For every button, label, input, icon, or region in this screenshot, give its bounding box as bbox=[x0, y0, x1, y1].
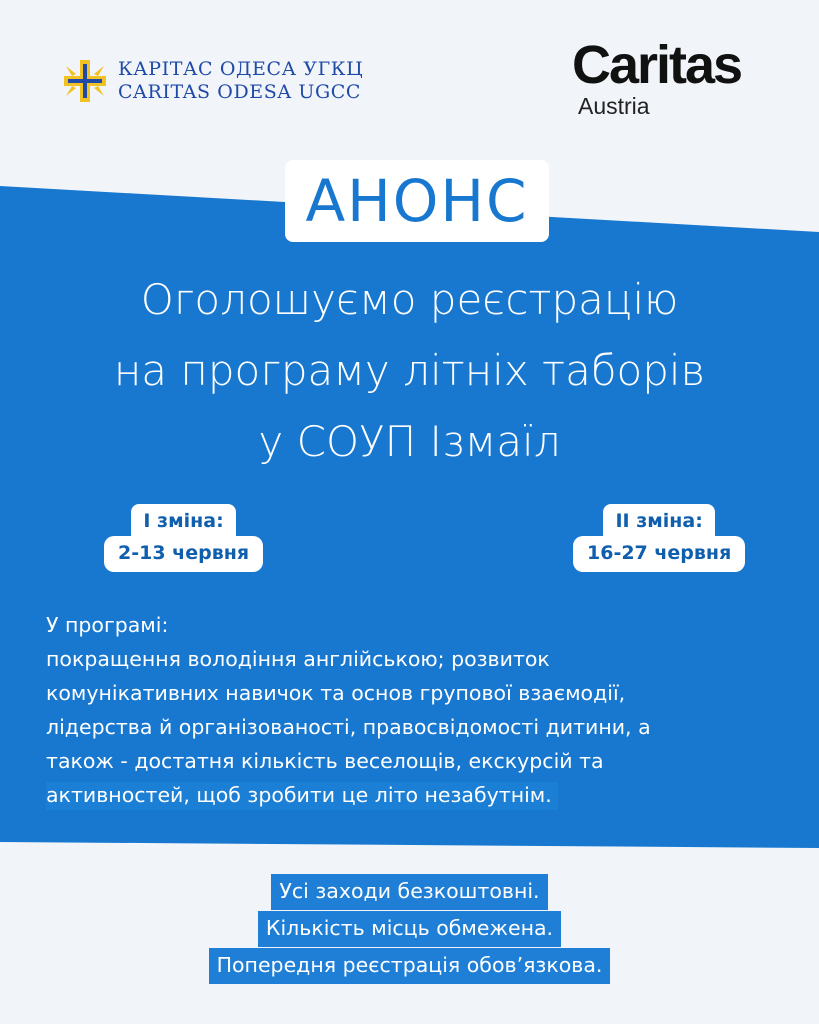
shift-1-dates: 2-13 червня bbox=[104, 536, 263, 572]
program-line: активностей, щоб зробити це літо незабутнім. bbox=[46, 782, 558, 810]
logo-text-latin: CARITAS ODESA UGCC bbox=[118, 81, 362, 103]
shift-1-badge bbox=[104, 504, 263, 572]
headline bbox=[0, 264, 819, 477]
announce-badge: АНОНС bbox=[285, 160, 549, 242]
note-registration-required: Попередня реєстрація обов’язкова. bbox=[209, 948, 611, 984]
note-free: Усі заходи безкоштовні. bbox=[271, 874, 547, 910]
program-line: лідерства й організованості, правосвідомості дитини, а bbox=[46, 715, 651, 739]
program-line: також - достатня кількість веселощів, екскурсій та bbox=[46, 749, 604, 773]
note-limited-places: Кількість місць обмежена. bbox=[258, 911, 561, 947]
shift-2-label: ІІ зміна: bbox=[603, 504, 714, 536]
program-line: комунікативних навичок та основ групової взаємодії, bbox=[46, 681, 626, 705]
headline-line: Оголошуємо реєстрацію bbox=[140, 275, 679, 324]
logo-text-ukrainian: КАРІТАС ОДЕСА УГКЦ bbox=[118, 58, 364, 80]
shift-1-label: І зміна: bbox=[131, 504, 235, 536]
headline-line: на програму літніх таборів bbox=[113, 346, 706, 395]
program-line: покращення володіння англійською; розвиток bbox=[46, 647, 550, 671]
shift-2-badge bbox=[573, 504, 745, 572]
notes-block bbox=[0, 874, 819, 985]
program-description bbox=[46, 608, 786, 812]
caritas-cross-icon bbox=[62, 58, 108, 104]
caritas-odesa-logo bbox=[62, 58, 363, 104]
austria-label: Austria bbox=[578, 93, 650, 119]
shift-2-dates: 16-27 червня bbox=[573, 536, 745, 572]
caritas-wordmark: Caritas bbox=[572, 35, 742, 95]
caritas-austria-logo bbox=[572, 36, 741, 118]
program-heading: У програмі: bbox=[46, 613, 169, 637]
headline-line: у СОУП Ізмаїл bbox=[258, 417, 561, 466]
